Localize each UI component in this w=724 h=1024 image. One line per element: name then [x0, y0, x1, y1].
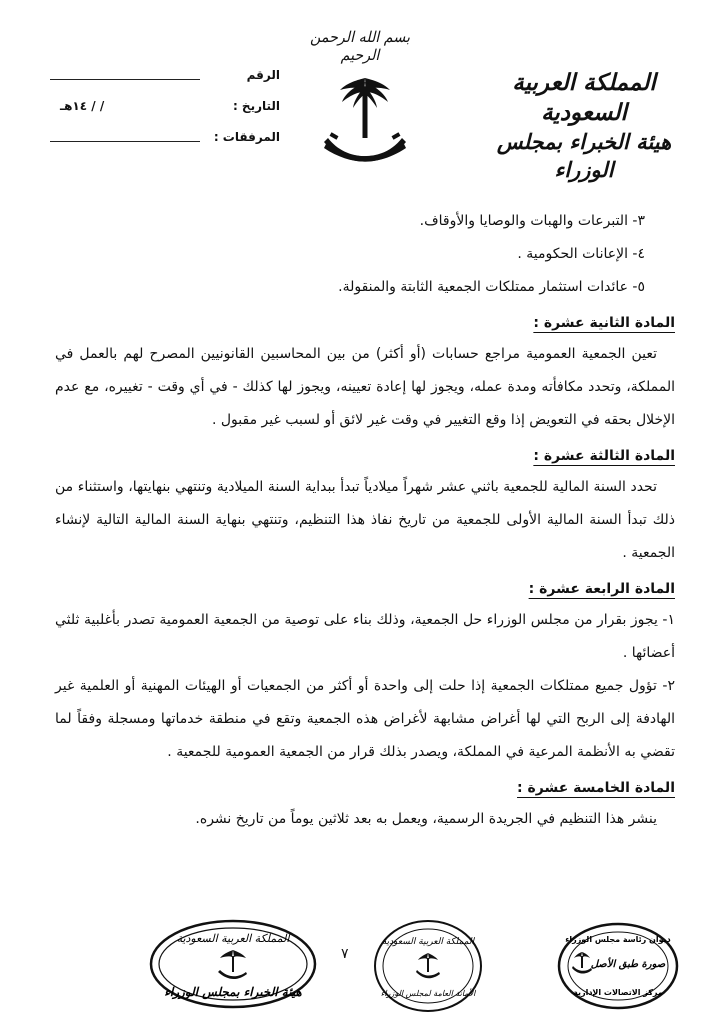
date-value: / / ١٤هـ	[60, 99, 105, 113]
article-12-text: تعين الجمعية العمومية مراجع حسابات (أو أكثر) من بين المحاسبين القانونيين المصرح لهم بالعمل في المملكة، وتحدد مكافأته ومدة عمله، ويجوز لها إعادة تعيينه، ويجوز لها كذلك - في أي وقت - تغييره، مع عدم الإخلال بحقه في التعويض إذا وقع التغيير في وقت غير لائق أو لسبب غير مقبول .	[55, 346, 675, 428]
letter-metadata	[50, 68, 280, 161]
seal-left-top-text: المملكة العربية السعودية	[176, 932, 290, 945]
attachments-line	[50, 141, 200, 142]
org-line-bureau: هيئة الخبراء بمجلس الوزراء	[496, 129, 672, 182]
seal-right-bottom-text: مركز الاتصالات الإدارية	[573, 988, 663, 997]
list-item: ٣- التبرعات والهبات والوصايا والأوقاف.	[419, 213, 645, 229]
attachments-label: المرفقات :	[213, 130, 280, 144]
bureau-seal	[148, 918, 318, 1010]
article-15-heading: المادة الخامسة عشرة :	[517, 780, 675, 796]
article-14-clause-2: ٢- تؤول جميع ممتلكات الجمعية إذا حلت إلى واحدة أو أكثر من الجمعيات أو الهيئات المهنية أو العلمية غير الهادفة إلى الربح التي لها أغراض مشابهة لأغراض هذه الجمعية وتقع في منطقة خدماتها ومسجلة وفقاً لما تقضي به الأنظمة المرعية في المملكة، ويصدر بذلك قرار من الجمعية العمومية للجمعية .	[55, 678, 675, 760]
list-item: ٥- عائدات استثمار ممتلكات الجمعية الثابتة والمنقولة.	[338, 279, 645, 295]
general-secretariat-seal	[372, 918, 484, 1014]
article-14-clause-1: ١- يجوز بقرار من مجلس الوزراء حل الجمعية، وذلك بناء على توصية من الجمعية العمومية تصدر بأغلبية ثلثي أعضائها .	[55, 612, 675, 661]
seal-mid-top-text: المملكة العربية السعودية	[381, 937, 475, 947]
attachments-row	[50, 130, 280, 161]
certified-copy-seal	[556, 920, 680, 1012]
seal-right-top-text: ديوان رئاسة مجلس الوزراء	[565, 935, 671, 944]
article-13-heading: المادة الثالثة عشرة :	[533, 448, 675, 464]
palm-and-swords-emblem	[320, 70, 410, 170]
number-row	[50, 68, 280, 99]
list-item: ٤- الإعانات الحكومية .	[517, 246, 645, 262]
date-row	[50, 99, 280, 130]
seal-right-middle-text: صورة طبق الأصل	[590, 959, 666, 970]
date-label: التاريخ :	[232, 99, 280, 113]
article-12-heading: المادة الثانية عشرة :	[533, 315, 675, 331]
number-line	[50, 79, 200, 80]
org-line-kingdom: المملكة العربية السعودية	[512, 69, 656, 126]
basmala: بسم الله الرحمن الرحيم	[310, 28, 410, 64]
seal-left-bottom-text: هيئة الخبراء بمجلس الوزراء	[164, 985, 302, 999]
seal-mid-bottom-text: الأمانة العامة لمجلس الوزراء	[380, 989, 476, 998]
document-body	[55, 205, 675, 836]
issuing-organization	[474, 68, 694, 184]
article-15-text: ينشر هذا التنظيم في الجريدة الرسمية، ويعمل به بعد ثلاثين يوماً من تاريخ نشره.	[195, 811, 657, 827]
article-13-text: تحدد السنة المالية للجمعية باثني عشر شهراً ميلادياً تبدأ ببداية السنة الميلادية وتنتهي بنهايتها، واستثناء من ذلك تبدأ السنة المالية الأولى للجمعية من تاريخ نفاذ هذا التنظيم، وتنتهي بنهاية السنة المالية التالية لإنشاء الجمعية .	[55, 479, 675, 561]
page-number: ٧	[341, 946, 349, 962]
article-14-heading: المادة الرابعة عشرة :	[528, 581, 675, 597]
number-label: الرقم	[246, 68, 280, 82]
